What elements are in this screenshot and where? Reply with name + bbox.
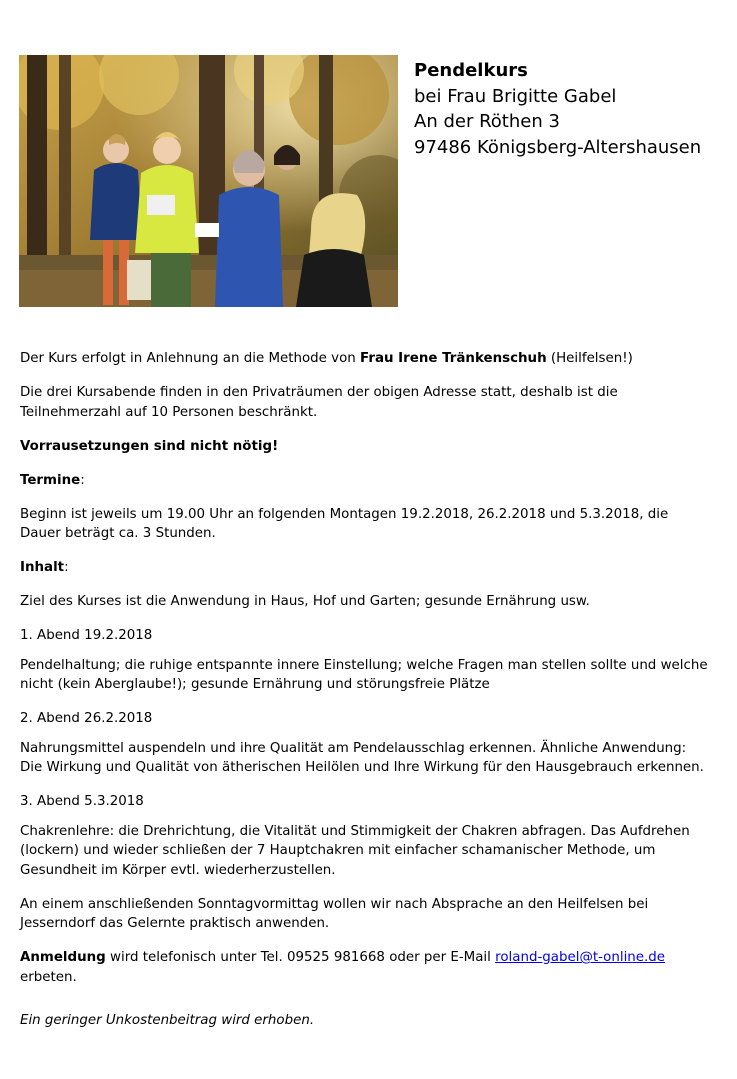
- inhalt-heading: [20, 558, 710, 578]
- method-person: Frau Irene Tränkenschuh: [360, 351, 547, 366]
- email-link[interactable]: roland-gabel@t-online.de: [495, 950, 666, 965]
- inhalt-label: Inhalt: [20, 560, 65, 575]
- paragraph-registration: [20, 948, 710, 987]
- address-street: An der Röthen 3: [414, 111, 560, 132]
- abend3-title: 3. Abend 5.3.2018: [20, 794, 144, 809]
- termine-colon: :: [80, 472, 85, 488]
- host-name: bei Frau Brigitte Gabel: [414, 85, 617, 107]
- paragraph-requirements: Vorrausetzungen sind nicht nötig!: [20, 438, 279, 454]
- registration-label: Anmeldung: [20, 950, 106, 965]
- paragraph-practice: An einem anschließenden Sonntagvormittag wollen wir nach Absprache an den Heilfelsen bei Jesserndorf das Gelernte praktisch anwenden.: [20, 896, 649, 931]
- registration-text: wird telefonisch unter Tel. 09525 981668 oder per E-Mail: [105, 950, 496, 965]
- course-description: [20, 349, 710, 1031]
- termine-heading: [20, 471, 710, 491]
- abend2-title: 2. Abend 26.2.2018: [20, 711, 153, 726]
- abend1-title: 1. Abend 19.2.2018: [20, 628, 153, 643]
- paragraph-method: [20, 349, 710, 369]
- termine-label: Termine: [20, 472, 81, 488]
- abend3-text: Chakrenlehre: die Drehrichtung, die Vitalität und Stimmigkeit der Chakren abfragen. Das Aufdrehen (lockern) und wieder schließen der 7 Hauptchakren mit einfacher schamanischer Methode, um Gesundheit im Körper evtl. wiederherzustellen.: [20, 823, 690, 878]
- course-photo: [19, 55, 398, 307]
- method-note: (Heilfelsen!): [546, 351, 633, 366]
- registration-end: erbeten.: [20, 969, 77, 985]
- group-in-forest-photo: [19, 55, 398, 307]
- address-city: 97486 Königsberg-Altershausen: [414, 136, 702, 158]
- paragraph-location: Die drei Kursabende finden in den Privaträumen der obigen Adresse statt, deshalb ist die Teilnehmerzahl auf 10 Personen beschränkt.: [20, 385, 618, 420]
- fee-note: Ein geringer Unkostenbeitrag wird erhoben.: [20, 1013, 315, 1028]
- method-text: Der Kurs erfolgt in Anlehnung an die Methode von: [20, 351, 361, 366]
- abend1-text: Pendelhaltung; die ruhige entspannte innere Einstellung; welche Fragen man stellen sollte und welche nicht (kein Aberglaube!); gesunde Ernährung und störungsfreie Plätze: [20, 657, 708, 692]
- course-header: [414, 58, 701, 160]
- abend2-text: Nahrungsmittel auspendeln und ihre Qualität am Pendelausschlag erkennen. Ähnliche Anwendung: Die Wirkung und Qualität von ätherischen Heilölen und Ihre Wirkung für den Hausgebrauch erkennen.: [20, 740, 704, 775]
- paragraph-goal: Ziel des Kurses ist die Anwendung in Haus, Hof und Garten; gesunde Ernährung usw.: [20, 594, 590, 609]
- paragraph-dates: Beginn ist jeweils um 19.00 Uhr an folgenden Montagen 19.2.2018, 26.2.2018 und 5.3.2018, die Dauer beträgt ca. 3 Stunden.: [20, 506, 669, 541]
- course-title: Pendelkurs: [414, 60, 528, 81]
- inhalt-colon: :: [64, 560, 69, 575]
